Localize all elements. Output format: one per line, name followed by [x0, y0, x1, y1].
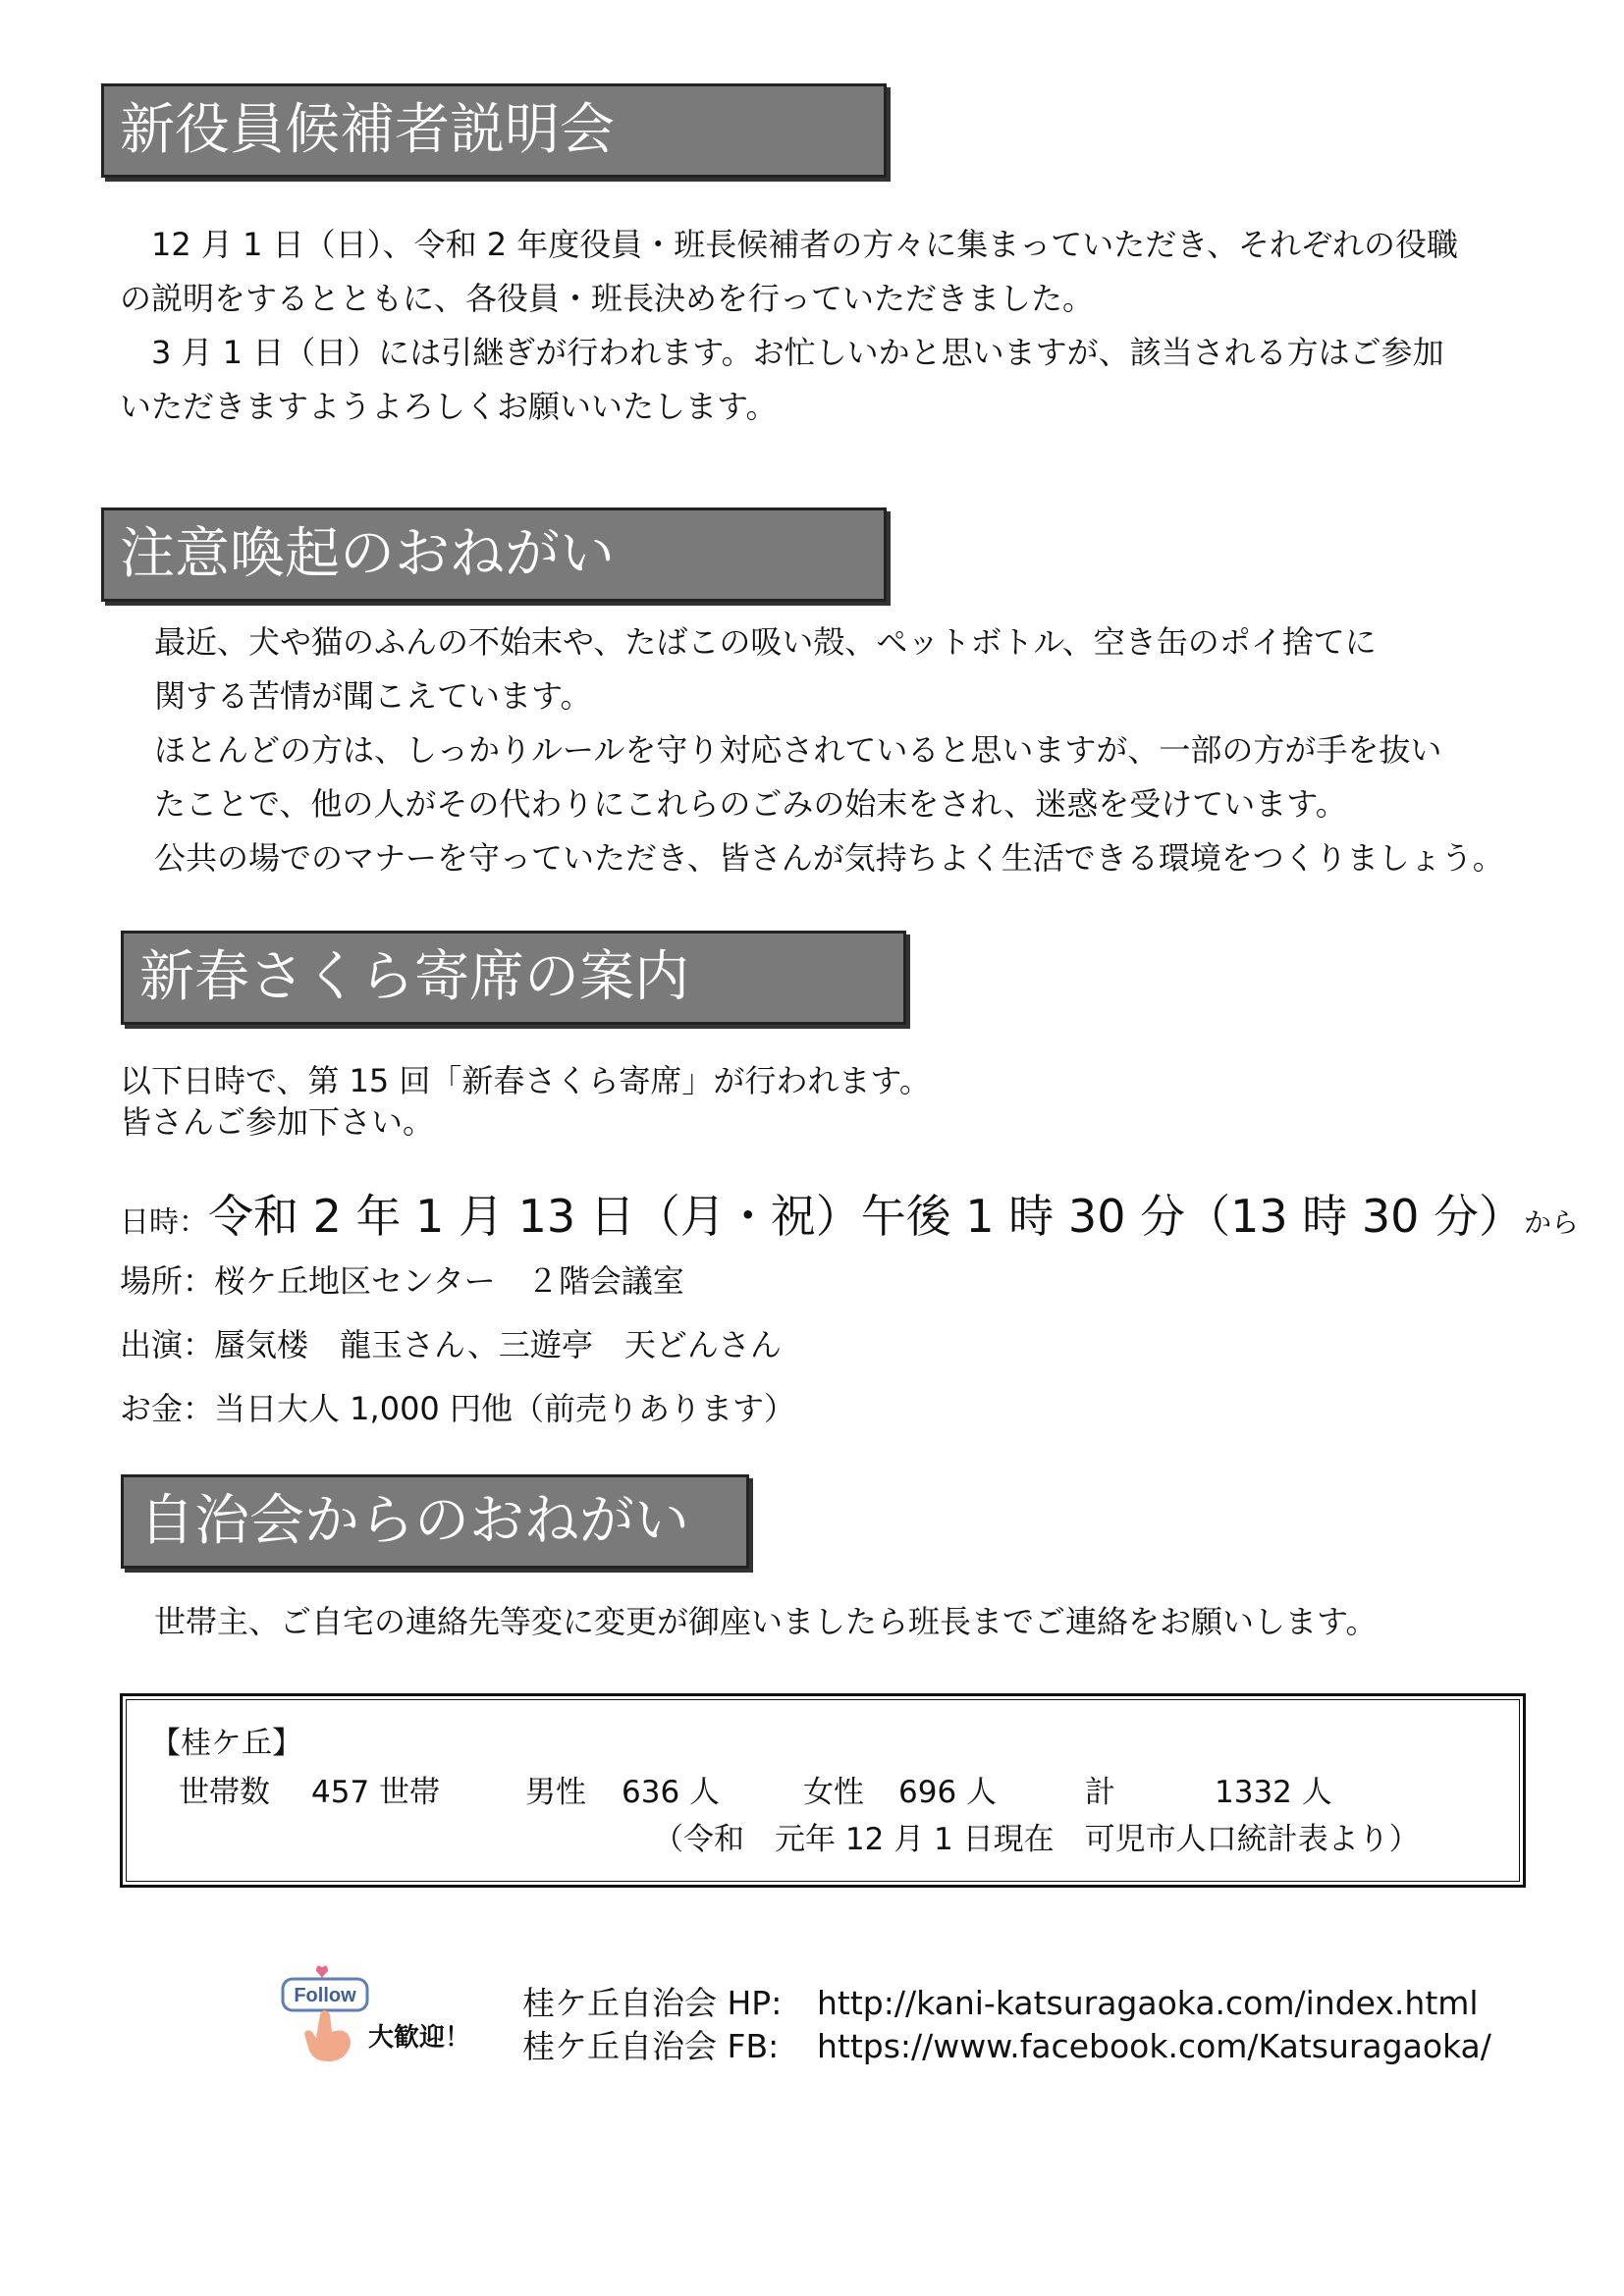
text-line: たことで、他の人がその代わりにこれらのごみの始末をされ、迷惑を受けています。 [154, 785, 1347, 823]
text-line: 皆さんご参加下さい。 [120, 1103, 435, 1141]
text-line: 公共の場でのマナーを守っていただき、皆さんが気持ちよく生活できる環境をつくりましょう。 [154, 839, 1504, 877]
female-label: 女性 [803, 1775, 864, 1810]
total-label: 計 [1085, 1775, 1115, 1810]
hp-label: 桂ケ丘自治会 HP: [522, 1984, 783, 2022]
yose-datetime [120, 1181, 1579, 1246]
female-value: 696 人 [898, 1775, 998, 1810]
yose-performers: 出演：蜃気楼 龍玉さん、三遊亭 天どんさん [120, 1326, 782, 1363]
total-value: 1332 人 [1215, 1775, 1332, 1810]
text-line: 12 月 1 日（日）、令和 2 年度役員・班長候補者の方々に集まっていただき、それぞれの役職 [151, 226, 1459, 263]
yose-fee: お金：当日大人 1,000 円他（前売りあります） [120, 1390, 795, 1427]
caution-body [154, 615, 1504, 885]
fb-link[interactable]: https://www.facebook.com/Katsuragaoka/ [817, 2027, 1491, 2065]
datetime-label: 日時： [120, 1205, 208, 1240]
area-label: 【桂ケ丘】 [150, 1726, 302, 1761]
section-heading-request: 自治会からのおねがい [121, 1474, 749, 1569]
text-line: 最近、犬や猫のふんの不始末や、たばこの吸い殻、ペットボトル、空き缶のポイ捨てに [154, 623, 1377, 661]
section-heading-yose: 新春さくら寄席の案内 [121, 931, 906, 1025]
fb-label: 桂ケ丘自治会 FB: [522, 2027, 780, 2065]
population-stats-box [120, 1693, 1526, 1888]
footer-links [522, 1978, 1491, 2064]
hp-link[interactable]: http://kani-katsuragaoka.com/index.html [817, 1984, 1479, 2022]
follow-hand-icon [281, 1965, 379, 2063]
text-line: の説明をするとともに、各役員・班長決めを行っていただきました。 [120, 280, 1095, 317]
households-label: 世帯数 [179, 1775, 270, 1810]
households-value: 457 世帯 [311, 1775, 441, 1810]
section-heading-officer-briefing: 新役員候補者説明会 [101, 83, 887, 178]
datetime-suffix: から [1524, 1206, 1580, 1239]
male-value: 636 人 [622, 1775, 721, 1810]
datetime-value: 令和 2 年 1 月 13 日（月・祝）午後 1 時 30 分（13 時 30 分） [208, 1190, 1525, 1243]
stats-source: （令和 元年 12 月 1 日現在 可児市人口統計表より） [653, 1822, 1420, 1857]
text-line: 関する苦情が聞こえています。 [154, 677, 592, 715]
request-body: 世帯主、ご自宅の連絡先等変に変更が御座いましたら班長までご連絡をお願いします。 [154, 1603, 1378, 1640]
officer-briefing-body [120, 218, 1458, 434]
text-line: ほとんどの方は、しっかりルールを守り対応されていると思いますが、一部の方が手を抜い [154, 731, 1442, 769]
text-line: 3 月 1 日（日）には引継ぎが行われます。お忙しいかと思いますが、該当される方はご参加 [151, 334, 1444, 371]
follow-label: Follow [294, 1985, 356, 2006]
yose-place: 場所：桜ケ丘地区センター ２階会議室 [120, 1262, 684, 1300]
welcome-text: 大歓迎！ [368, 2023, 471, 2053]
text-line: 以下日時で、第 15 回「新春さくら寄席」が行われます。 [120, 1062, 931, 1099]
male-label: 男性 [525, 1775, 586, 1810]
section-heading-caution: 注意喚起のおねがい [101, 507, 887, 602]
yose-intro [120, 1060, 931, 1143]
text-line: いただきますようよろしくお願いいたします。 [120, 388, 778, 425]
